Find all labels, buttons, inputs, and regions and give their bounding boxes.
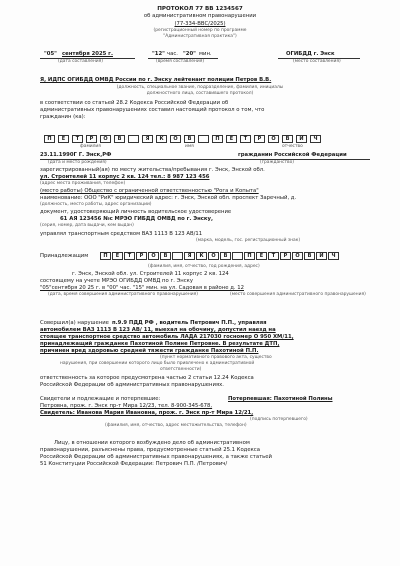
responsibility-2: Российской Федерации об административных правонарушениях. xyxy=(40,382,224,388)
letter-box: П xyxy=(100,252,111,260)
letter-box: Е xyxy=(58,135,69,143)
letter-box: Р xyxy=(254,135,265,143)
time-minute: "20" xyxy=(183,51,196,57)
owner-caption: (фамилия, имя, отчество, год рождения, адрес) xyxy=(148,264,260,269)
protocol-number: (77-334-ВВС/2025) xyxy=(174,21,226,27)
letter-box: В xyxy=(160,252,171,260)
officer-caption-2: должностного лица, составившего протокол) xyxy=(146,91,254,96)
rights-4: 51 Конституции Российской Федерации: Петрович П.П. /Петрович/ xyxy=(40,461,228,467)
witnesses-label: Свидетели и подлежащие и потерпевшие: xyxy=(40,396,161,402)
letter-box: Ч xyxy=(310,135,321,143)
protocol-subtitle: об административном правонарушении xyxy=(143,13,257,19)
officer-text-2: административных правонарушениях составил настоящий протокол о том, что xyxy=(40,107,265,113)
letter-box: В xyxy=(114,135,125,143)
letter-box: Я xyxy=(184,252,195,260)
citizenship-caption: (гражданство) xyxy=(260,160,295,165)
rights-3: Российской Федерации об административных правонарушениях, а также статьей xyxy=(40,454,272,460)
letter-box: О xyxy=(148,252,159,260)
officer-line: Я, ИДПС ОГИБДД ОМВД России по г. Энску лейтенант полиции Петров В.В. xyxy=(40,77,272,83)
letter-box xyxy=(198,135,209,143)
letter-box: Р xyxy=(280,252,291,260)
letter-box: К xyxy=(156,135,167,143)
fact-5: причинен вред здоровью средней тяжести гражданке Пахотиной П.П. xyxy=(40,348,259,354)
letter-box: В xyxy=(282,135,293,143)
vehicle-line: управлял транспортным средством ВАЗ 1113 В 123 АВ/11 xyxy=(40,231,203,237)
letter-box: Е xyxy=(112,252,123,260)
work-address: наименование: ООО "РиК" юридический адрес: г. Энск, Энской обл. проспект Заречный, д. xyxy=(40,195,297,201)
officer-text-3: гражданин (ка): xyxy=(40,114,86,120)
citizenship: гражданин Российской Федерации xyxy=(238,152,347,158)
letter-box xyxy=(128,135,139,143)
fact-caption-2: нарушения, при совершении которого лицо было привлечено к административной xyxy=(60,361,255,366)
registered-line: состоящему на учете МРЭО ОГИБДД ОМВД по г. Энску xyxy=(40,278,193,284)
letter-box: Ч xyxy=(328,252,339,260)
letter-box: И xyxy=(316,252,327,260)
witness-2-caption: (подпись потерпевшего) xyxy=(250,417,308,422)
residence-label: зарегистрированный(ая) по месту жительства/пребывания г. Энск, Энской обл. xyxy=(40,167,265,173)
time-hour-unit: час. xyxy=(167,51,178,57)
place-caption: (место составления) xyxy=(293,59,341,64)
letter-box: П xyxy=(44,135,55,143)
owner-address: г. Энск, Энской обл. ул. Строителей 11 корпус 2 кв. 124 xyxy=(72,271,229,277)
letter-box: К xyxy=(196,252,207,260)
work-line: (место работы) Общество с ограниченной ответственностью "Рога и Копыта" xyxy=(40,188,259,194)
caption-name: имя xyxy=(185,144,194,149)
time-caption: (время составления) xyxy=(156,59,205,64)
letter-box: О xyxy=(268,135,279,143)
witnesses-caption: (фамилия, имя, отчество, адрес местожительства, телефон) xyxy=(105,423,247,428)
fact-1: п.9.9 ПДД РФ , водитель Петрович П.П., управляя xyxy=(112,320,267,326)
document-label: документ, удостоверяющий личность водительское удостоверение xyxy=(40,209,232,215)
letter-box: Т xyxy=(268,252,279,260)
witness-1-details: Петровна, прож. г. Энск пр-т Мира 12/23, тел. 8-900-345-678, xyxy=(40,403,213,409)
letter-box: Р xyxy=(86,135,97,143)
responsibility-1: ответственность за которое предусмотрена частью 2 статьи 12.24 Кодекса xyxy=(40,375,254,381)
protocol-title: ПРОТОКОЛ 77 ВВ 1234567 xyxy=(157,6,243,12)
letter-box: Т xyxy=(72,135,83,143)
letter-box: О xyxy=(292,252,303,260)
reg-note: (регистрационный номер по программе xyxy=(153,28,247,33)
letter-box: Е xyxy=(226,135,237,143)
letter-box: В xyxy=(184,135,195,143)
date-day: "05" xyxy=(44,51,57,57)
officer-text-1: в соответствии со статьей 28.2 Кодекса Российской Федерации об xyxy=(40,100,229,106)
letter-box: Т xyxy=(240,135,251,143)
letter-box: О xyxy=(170,135,181,143)
work-caption: (должность, место работы, адрес организации) xyxy=(40,202,152,207)
caption-surname: фамилия xyxy=(80,144,101,149)
residence-caption: (адрес места проживания, телефон) xyxy=(40,181,126,186)
letter-box: Т xyxy=(124,252,135,260)
event-when-caption: (дата, время совершения административного правонарушения) xyxy=(48,292,198,297)
time-hour: "12" xyxy=(152,51,165,57)
document-line: 61 АЯ 123456 №с МРЭО ГИБДД ОМВД по г. Энску, xyxy=(60,216,213,222)
fact-2: автомобилем ВАЗ 1113 В 123 АВ/ 11, выехал на обочину, допустил наезд на xyxy=(40,327,276,333)
fact-caption-3: ответственности) xyxy=(160,367,202,372)
event-where-caption: (место совершения административного правонарушения) xyxy=(230,292,366,297)
date-caption: (дата составления) xyxy=(58,59,104,64)
letter-box: Р xyxy=(136,252,147,260)
document-caption: (серия, номер, дата выдачи, кем выдан) xyxy=(40,223,134,228)
date-month-year: сентября 2025 г. xyxy=(62,51,113,57)
letter-box xyxy=(232,252,243,260)
fact-caption-1: (пункт нормативного правового акта, существо xyxy=(160,355,272,360)
letter-box: И xyxy=(296,135,307,143)
caption-patronymic: отчество xyxy=(282,144,303,149)
fact-3: стоящее транспортное средство автомобиль ЛАДА 217030 госномер О 950 ХМ/11, xyxy=(40,334,294,340)
letter-box xyxy=(172,252,183,260)
rights-2: правонарушении, разъяснены права, предусмотренные статьей 25.1 Кодекса xyxy=(40,447,260,453)
letter-box: Е xyxy=(256,252,267,260)
fact-label: Совершил(а) нарушение xyxy=(40,320,109,326)
residence-line: ул. Строителей 11 корпус 2 кв. 124 тел.: 8 987 123 456 xyxy=(40,174,210,180)
witness-1: Потерпевшая: Пахотиной Полины xyxy=(228,396,333,402)
letter-box: О xyxy=(208,252,219,260)
time-minute-unit: мин. xyxy=(199,51,212,57)
letter-box: О xyxy=(100,135,111,143)
rights-1: Лицу, в отношении которого возбуждено дело об административном xyxy=(54,440,250,446)
officer-caption-1: (должность, специальное звание, подразделение, фамилия, инициалы xyxy=(116,85,284,90)
letter-box: П xyxy=(212,135,223,143)
letter-box: Я xyxy=(142,135,153,143)
fact-4: принадлежащий гражданке Пахотиной Полине Петровне. В результате ДТП, xyxy=(40,341,280,347)
birth-line: 23.11.1990Г Г. Энск,РФ xyxy=(40,152,112,158)
letter-box: П xyxy=(244,252,255,260)
birth-caption: (дата и место рождения) xyxy=(48,160,107,165)
event-when: "05"сентября 20 25 г. в "00" час. "15" мин. на ул. Садовая в районе д. 12 xyxy=(40,285,244,291)
letter-box: В xyxy=(220,252,231,260)
place: ОГИБДД г. Энск xyxy=(286,51,335,57)
letter-box: В xyxy=(304,252,315,260)
vehicle-caption: (марка, модель, гос. регистрационный знак) xyxy=(196,238,301,243)
reg-note-2: "Административная практика") xyxy=(163,34,237,39)
owner-label: Принадлежащим xyxy=(40,253,89,259)
witness-2: Свидетель: Иванова Мария Ивановна, прож. г. Энск пр-т Мира 12/21, xyxy=(40,410,254,416)
